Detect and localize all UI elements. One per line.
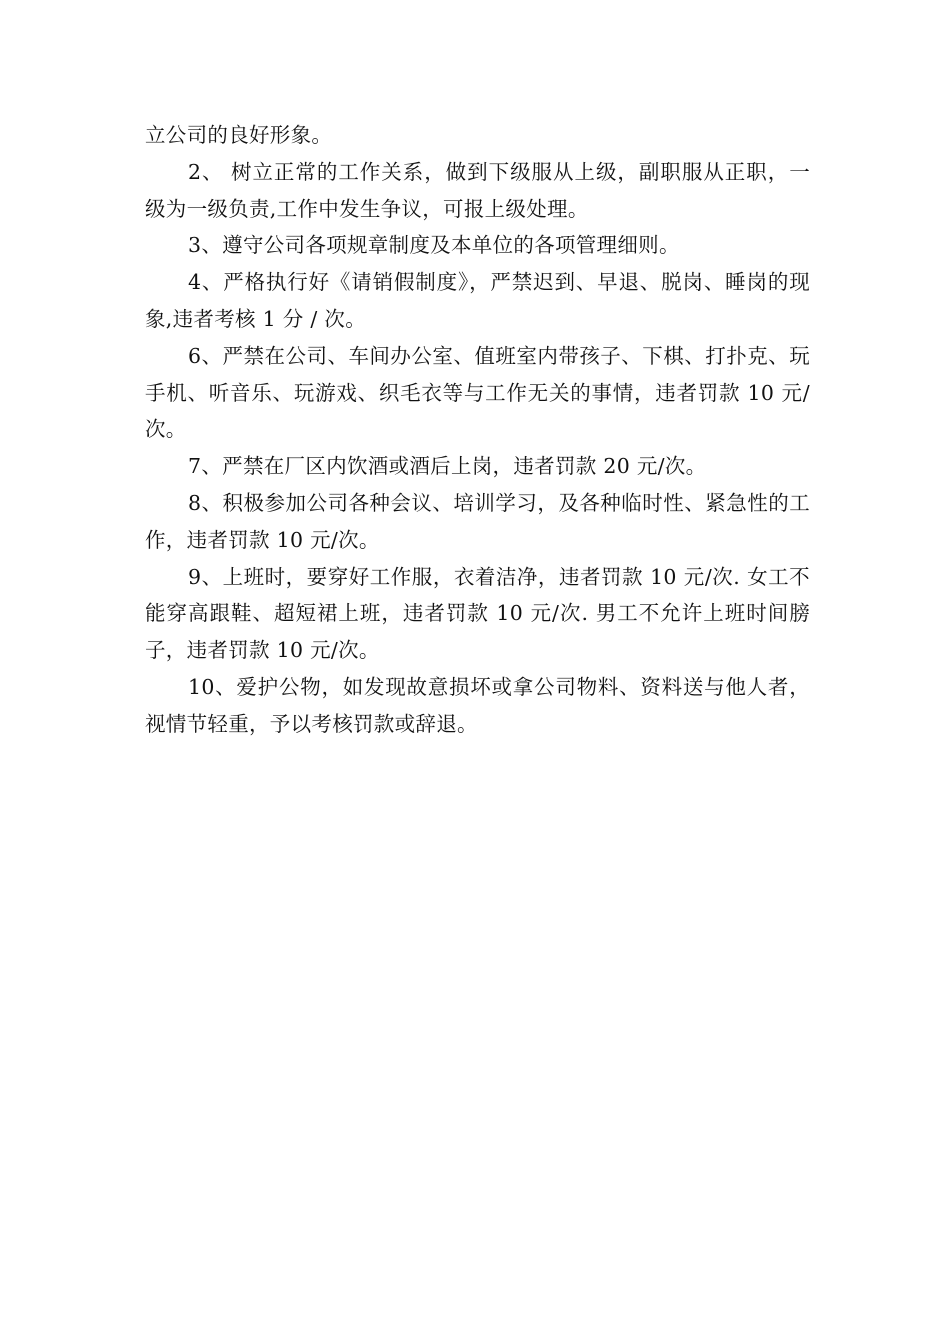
paragraph-rule-4: 4、严格执行好《请销假制度》，严禁迟到、早退、脱岗、睡岗的现象,违者考核 1 分 / 次。 — [145, 270, 810, 331]
paragraph-rule-10: 10、爱护公物，如发现故意损坏或拿公司物料、资料送与他人者，视情节轻重，予以考核罚款或辞退。 — [145, 674, 810, 736]
paragraph-continuation: 立公司的良好形象。 — [145, 123, 333, 147]
paragraph-rule-7: 7、严禁在厂区内饮酒或酒后上岗，违者罚款 20 元/次。 — [188, 454, 707, 479]
paragraph-rule-2: 2、 树立正常的工作关系，做到下级服从上级，副职服从正职，一级为一级负责,工作中发生争议，可报上级处理。 — [145, 159, 810, 221]
paragraph-rule-3: 3、遵守公司各项规章制度及本单位的各项管理细则。 — [188, 233, 680, 258]
paragraph-rule-6: 6、严禁在公司、车间办公室、值班室内带孩子、下棋、打扑克、玩手机、听音乐、玩游戏、织毛衣等与工作无关的事情，违者罚款 10 元/次。 — [145, 343, 810, 442]
paragraph-rule-9: 9、上班时，要穿好工作服，衣着洁净，违者罚款 10 元/次. 女工不能穿高跟鞋、超短裙上班，违者罚款 10 元/次. 男工不允许上班时间膀子，违者罚款 10 元/次。 — [145, 564, 810, 663]
document-body — [145, 117, 810, 743]
paragraph-rule-8: 8、积极参加公司各种会议、培训学习，及各种临时性、紧急性的工作，违者罚款 10 元/次。 — [145, 490, 810, 552]
